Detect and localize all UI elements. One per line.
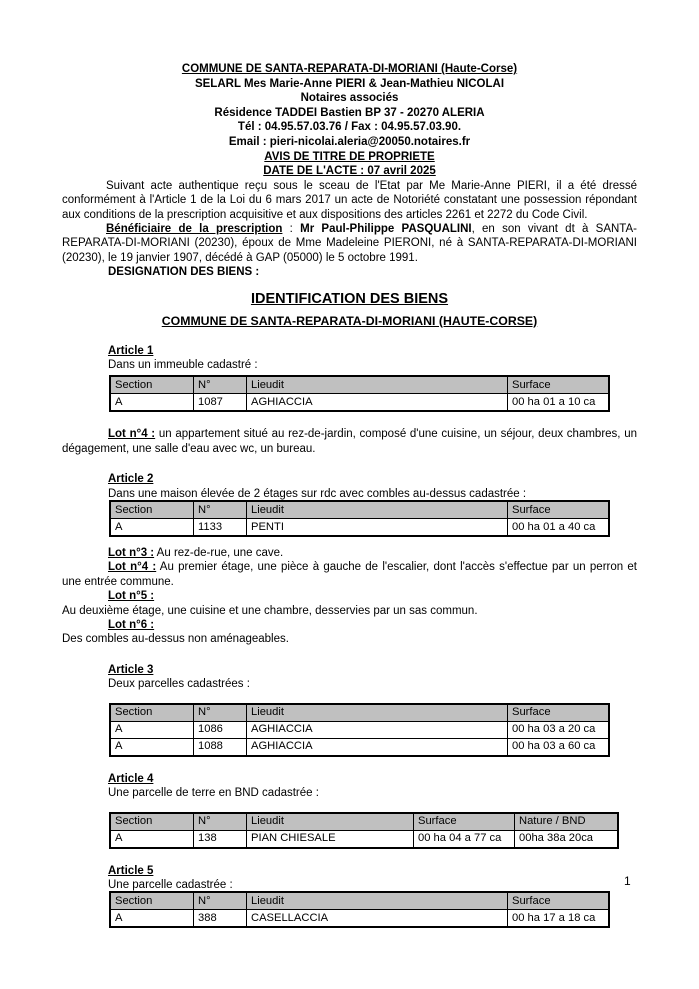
th-lieudit: Lieudit xyxy=(247,704,508,721)
cell-lieudit: PIAN CHIESALE xyxy=(247,830,414,847)
cell-surface: 00 ha 17 a 18 ca xyxy=(508,910,609,927)
article-4-heading: Article 4 xyxy=(108,772,154,785)
article-5-heading: Article 5 xyxy=(108,864,154,877)
th-section: Section xyxy=(111,704,194,721)
article-2-lot-3 xyxy=(62,546,637,560)
cell-lieudit: PENTI xyxy=(247,519,508,536)
lot-label: Lot n°4 : xyxy=(108,561,157,574)
article-2-lot-6-block xyxy=(62,618,637,632)
th-section: Section xyxy=(111,813,194,830)
table-row xyxy=(111,721,609,738)
designation-heading: DESIGNATION DES BIENS : xyxy=(108,266,260,279)
beneficiary-name: Mr Paul-Philippe PASQUALINI xyxy=(300,222,472,235)
cell-lieudit: CASELLACCIA xyxy=(247,910,508,927)
cell-lieudit: AGHIACCIA xyxy=(247,721,508,738)
th-number: N° xyxy=(194,377,247,394)
table-row xyxy=(111,394,609,411)
cell-section: A xyxy=(111,519,194,536)
article-1-intro: Dans un immeuble cadastré : xyxy=(108,359,258,371)
article-2-table xyxy=(110,501,609,536)
article-3-heading: Article 3 xyxy=(108,663,154,676)
letterhead-line-commune: COMMUNE DE SANTA-REPARATA-DI-MORIANI (Haute-Corse) xyxy=(181,63,518,75)
cell-section: A xyxy=(111,394,194,411)
letterhead-line-notaires: Notaires associés xyxy=(300,92,399,105)
th-number: N° xyxy=(194,502,247,519)
article-2-lot-6-body: Des combles au-dessus non aménageables. xyxy=(62,633,289,646)
th-lieudit: Lieudit xyxy=(247,813,414,830)
cell-number: 388 xyxy=(194,910,247,927)
cell-number: 1087 xyxy=(194,394,247,411)
article-3-intro: Deux parcelles cadastrées : xyxy=(108,678,250,691)
act-date: DATE DE L'ACTE : 07 avril 2025 xyxy=(263,165,436,178)
article-2-intro: Dans une maison élevée de 2 étages sur rdc avec combles au-dessus cadastrée : xyxy=(108,487,527,500)
article-3-block xyxy=(62,663,637,692)
th-nature: Nature / BND xyxy=(515,813,618,830)
beneficiary-paragraph xyxy=(62,222,637,265)
table-row xyxy=(111,910,609,927)
article-5-table xyxy=(110,892,609,927)
table-header-row xyxy=(111,502,609,519)
th-lieudit: Lieudit xyxy=(247,502,508,519)
th-section: Section xyxy=(111,893,194,910)
cell-section: A xyxy=(111,738,194,755)
th-surface: Surface xyxy=(508,893,609,910)
letterhead-line-selarl: SELARL Mes Marie-Anne PIERI & Jean-Mathieu NICOLAI xyxy=(194,77,505,90)
article-1-lot-1 xyxy=(62,427,637,456)
article-2-lot-5-body: Au deuxième étage, une cuisine et une chambre, desservies par un sas commun. xyxy=(62,604,478,617)
table-header-row xyxy=(111,893,609,910)
th-surface: Surface xyxy=(508,377,609,394)
cell-section: A xyxy=(111,910,194,927)
article-1-block xyxy=(62,344,637,373)
letterhead-line-email: Email : pieri-nicolai.aleria@20050.notaires.fr xyxy=(228,135,471,148)
article-5-intro: Une parcelle cadastrée : xyxy=(108,878,233,891)
th-number: N° xyxy=(194,704,247,721)
table-header-row xyxy=(111,377,609,394)
article-3-table xyxy=(110,704,609,756)
identification-title: IDENTIFICATION DES BIENS xyxy=(250,290,449,307)
article-4-block xyxy=(62,772,637,801)
th-section: Section xyxy=(111,502,194,519)
th-number: N° xyxy=(194,893,247,910)
cell-section: A xyxy=(111,721,194,738)
cell-surface: 00 ha 01 a 40 ca xyxy=(508,519,609,536)
lot-label: Lot n°5 : xyxy=(108,590,155,603)
table-row xyxy=(111,830,618,847)
article-1-table xyxy=(110,376,609,411)
cell-surface: 00 ha 04 a 77 ca xyxy=(414,830,515,847)
article-2-lot-5-block xyxy=(62,589,637,603)
th-lieudit: Lieudit xyxy=(247,893,508,910)
cell-number: 1088 xyxy=(194,738,247,755)
beneficiary-separator: : xyxy=(282,222,301,235)
cell-nature: 00ha 38a 20ca xyxy=(515,830,618,847)
letterhead xyxy=(62,62,637,179)
lot-text: Au rez-de-rue, une cave. xyxy=(154,547,284,560)
article-4-intro: Une parcelle de terre en BND cadastrée : xyxy=(108,787,319,800)
commune-subtitle: COMMUNE DE SANTA-REPARATA-DI-MORIANI (HAUTE-CORSE) xyxy=(161,313,538,328)
th-section: Section xyxy=(111,377,194,394)
article-4-table xyxy=(110,813,618,848)
beneficiary-label: Bénéficiaire de la prescription xyxy=(106,222,283,235)
table-header-row xyxy=(111,704,609,721)
cell-lieudit: AGHIACCIA xyxy=(247,394,508,411)
cell-number: 1086 xyxy=(194,721,247,738)
lot-text: un appartement situé au rez-de-jardin, composé d'une cuisine, un séjour, deux chambres, un dégagement, une salle d'eau avec wc, un bureau. xyxy=(62,428,637,455)
table-row xyxy=(111,519,609,536)
cell-number: 1133 xyxy=(194,519,247,536)
th-lieudit: Lieudit xyxy=(247,377,508,394)
cell-surface: 00 ha 01 a 10 ca xyxy=(508,394,609,411)
article-1-heading: Article 1 xyxy=(108,344,154,357)
cell-surface: 00 ha 03 a 60 ca xyxy=(508,738,609,755)
lot-label: Lot n°6 : xyxy=(108,619,155,632)
intro-paragraph: Suivant acte authentique reçu sous le sceau de l'Etat par Me Marie-Anne PIERI, il a été dressé conformément à l'Article 1 de la Loi du 6 mars 2017 un acte de Notoriété constatant une possession répondant aux conditions de la prescription acquisitive et aux dispositions des articles 2261 et 2272 du Code Civil. xyxy=(62,179,637,221)
article-2-heading: Article 2 xyxy=(108,473,154,486)
th-surface: Surface xyxy=(414,813,515,830)
article-2-block xyxy=(62,472,637,501)
table-header-row xyxy=(111,813,618,830)
th-surface: Surface xyxy=(508,704,609,721)
beneficiary-details: , en son vivant dt à SANTA-REPARATA-DI-MORIANI (20230), époux de Mme Madeleine PIERONI, né à SANTA-REPARATA-DI-MORIANI (20230), le 19 janvier 1907, décédé à GAP (05000) le 5 octobre 1991. xyxy=(62,222,637,264)
lot-label: Lot n°4 : xyxy=(108,428,156,441)
article-5-block xyxy=(62,864,637,893)
lot-label: Lot n°3 : xyxy=(108,547,155,560)
letterhead-line-phone: Tél : 04.95.57.03.76 / Fax : 04.95.57.03.90. xyxy=(237,121,462,134)
cell-surface: 00 ha 03 a 20 ca xyxy=(508,721,609,738)
lot-text: Au premier étage, une pièce à gauche de l'escalier, dont l'accès s'effectue par un perron et une entrée commune. xyxy=(62,561,637,588)
cell-lieudit: AGHIACCIA xyxy=(247,738,508,755)
cell-section: A xyxy=(111,830,194,847)
article-2-lot-4 xyxy=(62,560,637,589)
table-row xyxy=(111,738,609,755)
cell-number: 138 xyxy=(194,830,247,847)
notice-title: AVIS DE TITRE DE PROPRIETE xyxy=(264,150,435,163)
th-surface: Surface xyxy=(508,502,609,519)
th-number: N° xyxy=(194,813,247,830)
page-number: 1 xyxy=(624,874,631,888)
letterhead-line-address: Résidence TADDEI Bastien BP 37 - 20270 ALERIA xyxy=(214,106,485,119)
